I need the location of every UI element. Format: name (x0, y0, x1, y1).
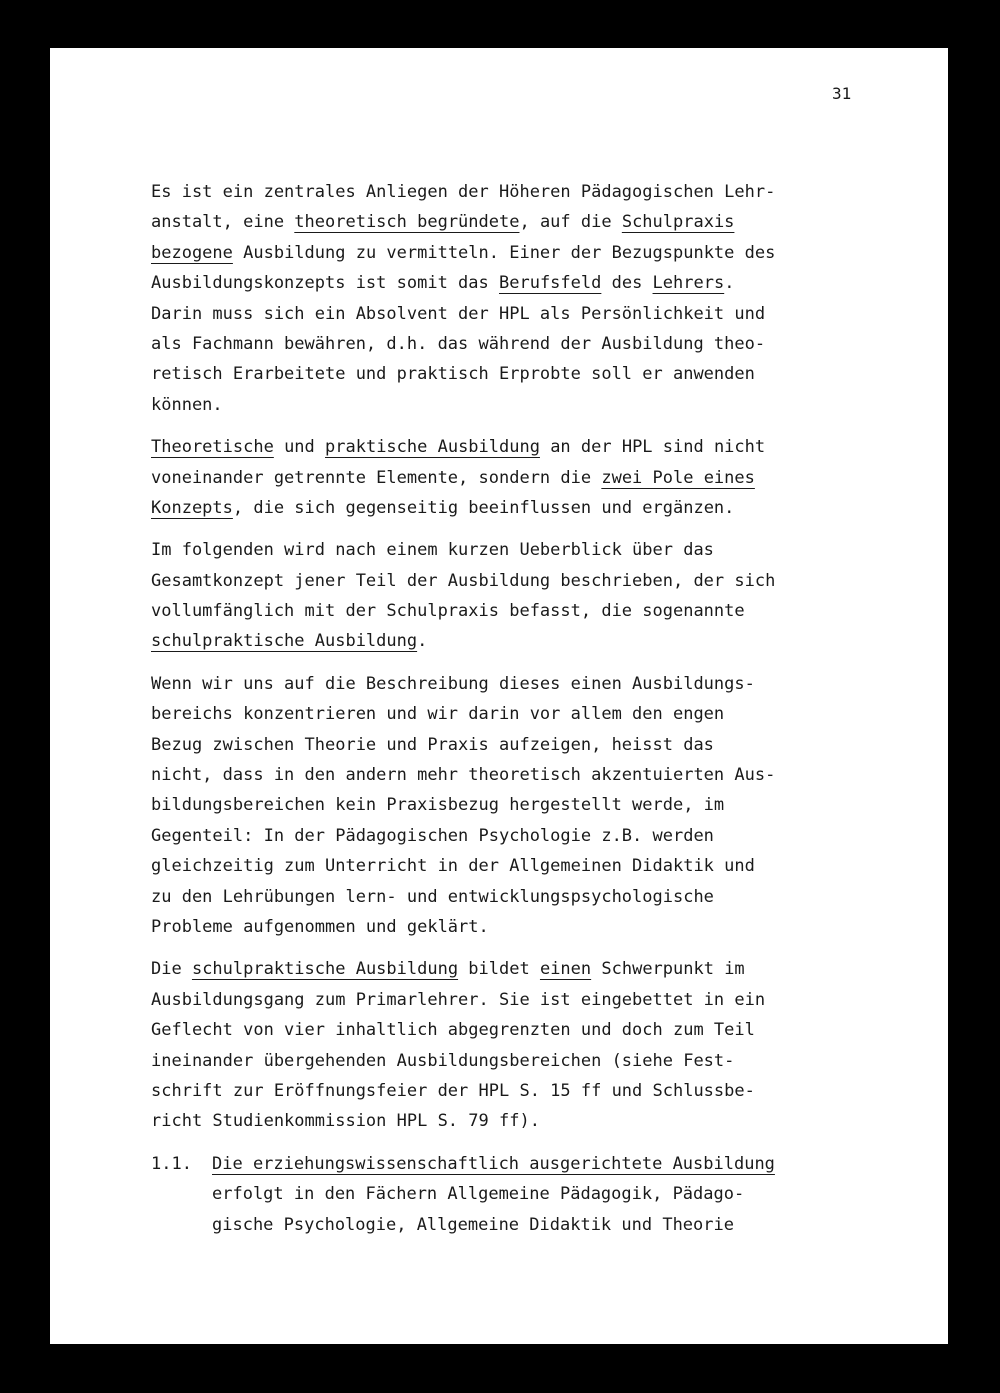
text-segment: und (273, 437, 326, 458)
text-segment: gische Psychologie, Allgemeine Didaktik und Theorie (212, 1214, 734, 1235)
text-segment: zu den Lehrübungen lern- und entwicklungspsychologische (151, 886, 714, 907)
text-line (151, 299, 871, 329)
text-line (151, 626, 871, 656)
text-segment: erfolgt in den Fächern Allgemeine Pädagogik, Pädago- (212, 1184, 745, 1205)
text-segment: Darin muss sich ein Absolvent der HPL als Persönlichkeit und (151, 303, 766, 324)
text-line (151, 390, 871, 420)
text-segment: retisch Erarbeitete und praktisch Erprobte soll er anwenden (151, 364, 755, 385)
text-line (151, 1046, 871, 1076)
underlined-text: Schulpraxis (621, 212, 735, 233)
paragraph (151, 535, 871, 657)
text-line (151, 1015, 871, 1045)
underlined-text: Konzepts (151, 497, 233, 518)
paragraphs (151, 177, 871, 1137)
text-line (151, 177, 871, 207)
text-line (151, 566, 871, 596)
text-line (212, 1210, 871, 1240)
text-segment: Die (151, 959, 192, 980)
text-segment: Es ist ein zentrales Anliegen der Höheren Pädagogischen Lehr- (151, 182, 776, 202)
text-line (151, 493, 871, 523)
paragraph (151, 432, 871, 523)
paragraph (151, 954, 871, 1136)
text-segment: Ausbildung zu vermitteln. Einer der Bezugspunkte des (232, 242, 776, 263)
text-segment: als Fachmann bewähren, d.h. das während der Ausbildung theo- (151, 333, 766, 354)
text-segment: gleichzeitig zum Unterricht in der Allgemeinen Didaktik und (151, 856, 755, 877)
text-line (151, 851, 871, 881)
text-line (151, 954, 871, 984)
underlined-text: einen (539, 959, 592, 980)
list-item-number: 1.1. (151, 1153, 192, 1174)
text-segment: vollumfänglich mit der Schulpraxis befasst, die sogenannte (151, 601, 745, 622)
text-segment: richt Studienkommission HPL S. 79 ff). (151, 1111, 540, 1132)
underlined-text: schulpraktische Ausbildung (151, 631, 418, 652)
paragraph (151, 177, 871, 420)
underlined-text: praktische Ausbildung (325, 437, 540, 458)
text-segment: nicht, dass in den andern mehr theoretisch akzentuierten Aus- (151, 765, 776, 786)
underlined-text: zwei Pole eines (601, 467, 755, 488)
text-line (151, 1076, 871, 1106)
text-segment: Wenn wir uns auf die Beschreibung dieses einen Ausbildungs- (151, 673, 755, 694)
text-line (151, 359, 871, 389)
text-line (151, 535, 871, 565)
text-line (212, 1149, 871, 1179)
text-line (151, 821, 871, 851)
text-line (151, 463, 871, 493)
text-segment: . (417, 631, 428, 652)
text-segment: an der HPL sind nicht (539, 437, 766, 458)
text-segment: Gegenteil: In der Pädagogischen Psychologie z.B. werden (151, 825, 714, 846)
list-item (151, 1149, 871, 1240)
text-line (151, 1106, 871, 1136)
underlined-text: Berufsfeld (499, 273, 602, 294)
text-segment: anstalt, eine (151, 212, 295, 233)
text-segment: können. (151, 394, 223, 415)
text-segment: Ausbildungskonzepts ist somit das (151, 273, 499, 294)
text-segment: ineinander übergehenden Ausbildungsbereichen (siehe Fest- (151, 1050, 735, 1071)
text-segment: bereichs konzentrieren und wir darin vor allem den engen (151, 704, 725, 725)
text-segment: Im folgenden wird nach einem kurzen Ueberblick über das (151, 540, 714, 561)
text-line (151, 760, 871, 790)
body-text (151, 177, 871, 1240)
text-segment: schrift zur Eröffnungsfeier der HPL S. 15 ff und Schlussbe- (151, 1080, 755, 1101)
text-segment: Bezug zwischen Theorie und Praxis aufzeigen, heisst das (151, 734, 714, 755)
page-number: 31 (832, 84, 852, 103)
text-line (151, 207, 871, 237)
underlined-text: bezogene (151, 242, 233, 263)
underlined-text: theoretisch begründete (294, 212, 520, 233)
underlined-text: Die erziehungswissenschaftlich ausgerichtete Ausbildung (212, 1153, 775, 1174)
text-segment: , auf die (519, 212, 622, 233)
text-segment: bildungsbereichen kein Praxisbezug hergestellt werde, im (151, 795, 725, 816)
text-segment: Probleme aufgenommen und geklärt. (151, 916, 489, 937)
text-line (212, 1179, 871, 1209)
text-segment: voneinander getrennte Elemente, sondern die (151, 467, 602, 488)
text-segment: , die sich gegenseitig beeinflussen und ergänzen. (232, 497, 735, 518)
text-segment: Ausbildungsgang zum Primarlehrer. Sie ist eingebettet in ein (151, 989, 766, 1010)
text-segment: Schwerpunkt im (591, 959, 745, 980)
text-line (151, 699, 871, 729)
text-segment: Gesamtkonzept jener Teil der Ausbildung beschrieben, der sich (151, 570, 776, 591)
text-segment: bildet (458, 959, 540, 980)
text-segment: . (724, 273, 735, 294)
text-line (151, 669, 871, 699)
text-segment: des (601, 273, 653, 294)
text-line (151, 329, 871, 359)
text-line (151, 882, 871, 912)
underlined-text: Lehrers (652, 273, 725, 294)
paragraph (151, 669, 871, 943)
text-line (151, 730, 871, 760)
text-line (151, 432, 871, 462)
text-line (151, 790, 871, 820)
text-line (151, 912, 871, 942)
text-line (151, 238, 871, 268)
list-item-content (151, 1149, 871, 1240)
underlined-text: Theoretische (151, 437, 274, 458)
text-line (151, 268, 871, 298)
text-line (151, 985, 871, 1015)
underlined-text: schulpraktische Ausbildung (191, 959, 459, 980)
text-segment: Geflecht von vier inhaltlich abgegrenzten und doch zum Teil (151, 1020, 755, 1041)
text-line (151, 596, 871, 626)
